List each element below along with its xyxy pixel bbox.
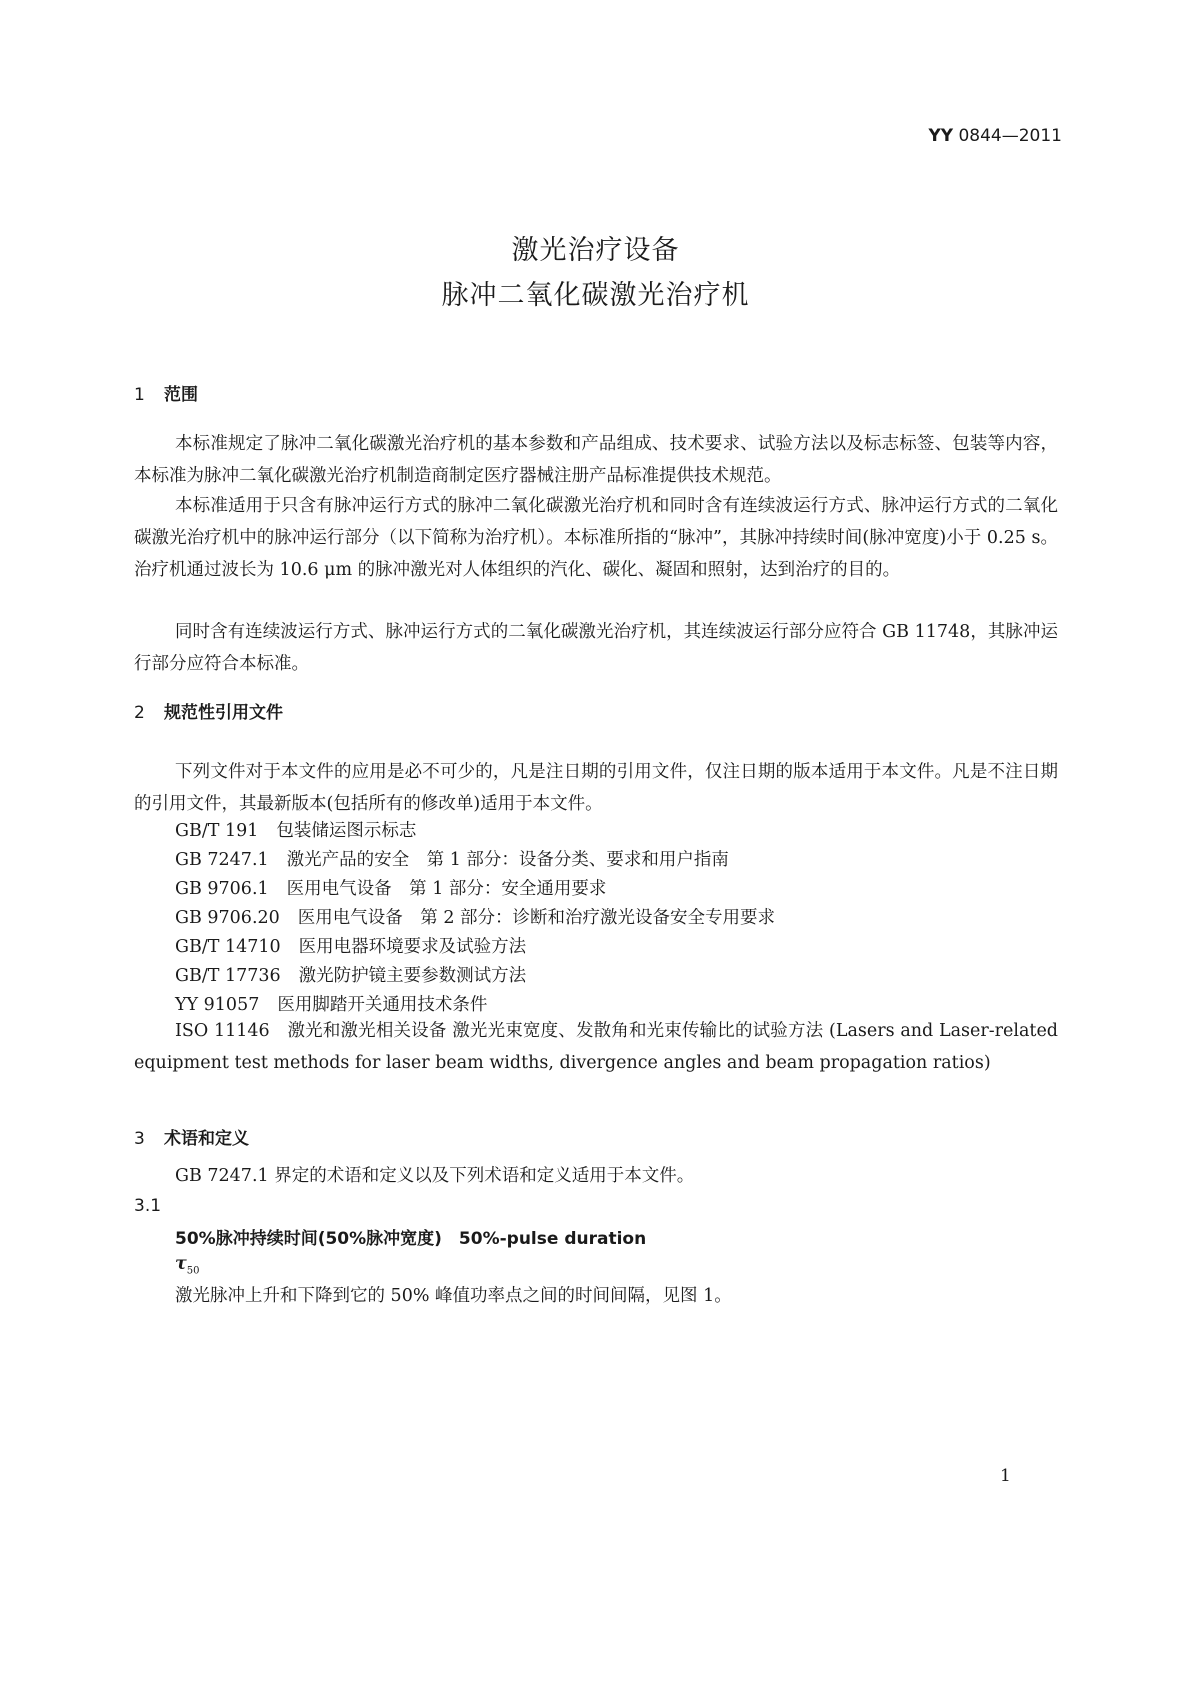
title-line-1: 激光治疗设备 (511, 235, 680, 266)
ref-item: GB/T 14710 医用电器环境要求及试验方法 (175, 937, 527, 957)
ref-item: GB 7247.1 激光产品的安全 第 1 部分：设备分类、要求和用户指南 (175, 850, 729, 870)
ref-item: YY 91057 医用脚踏开关通用技术条件 (175, 995, 488, 1015)
ref-item-iso: ISO 11146 激光和激光相关设备 激光光束宽度、发散角和光束传输比的试验方法 (Lasers and Laser-related equipment test methods for laser beam widths, divergence angles and beam propagation ratios) (134, 1021, 1058, 1073)
ref-item: GB 9706.1 医用电气设备 第 1 部分：安全通用要求 (175, 879, 607, 899)
refs-intro: 下列文件对于本文件的应用是必不可少的，凡是注日期的引用文件，仅注日期的版本适用于本文件。凡是不注日期的引用文件，其最新版本(包括所有的修改单)适用于本文件。 (134, 762, 1058, 814)
standard-code: 0844—2011 (958, 126, 1062, 146)
ref-item: GB/T 191 包装储运图示标志 (175, 821, 417, 841)
page-number: 1 (1000, 1466, 1011, 1486)
term-number: 3.1 (134, 1196, 162, 1216)
scope-paragraph-2: 本标准适用于只含有脉冲运行方式的脉冲二氧化碳激光治疗机和同时含有连续波运行方式、脉冲运行方式的二氧化碳激光治疗机中的脉冲运行部分（以下简称为治疗机）。本标准所指的“脉冲”，其脉冲持续时间(脉冲宽度)小于 0.25 s。治疗机通过波长为 10.6 μm 的脉冲激光对人体组织的汽化、碳化、凝固和照射，达到治疗的目的。 (134, 496, 1058, 580)
standard-number (928, 126, 1062, 146)
section-heading-2: 2 规范性引用文件 (134, 703, 283, 723)
standard-prefix: YY (928, 126, 954, 146)
term-symbol: $\tau_{50}$ (175, 1254, 200, 1277)
ref-item: GB/T 17736 激光防护镜主要参数测试方法 (175, 966, 527, 986)
section-heading-3: 3 术语和定义 (134, 1129, 249, 1149)
section-heading-1: 1 范围 (134, 385, 198, 405)
scope-paragraph-3: 同时含有连续波运行方式、脉冲运行方式的二氧化碳激光治疗机，其连续波运行部分应符合 GB 11748，其脉冲运行部分应符合本标准。 (134, 622, 1058, 674)
term-definition: 激光脉冲上升和下降到它的 50% 峰值功率点之间的时间间隔，见图 1。 (175, 1286, 732, 1306)
scope-paragraph-1: 本标准规定了脉冲二氧化碳激光治疗机的基本参数和产品组成、技术要求、试验方法以及标志标签、包装等内容，本标准为脉冲二氧化碳激光治疗机制造商制定医疗器械注册产品标准提供技术规范。 (134, 434, 1058, 486)
term-name: 50%脉冲持续时间(50%脉冲宽度) 50%-pulse duration (175, 1229, 647, 1249)
ref-item: GB 9706.20 医用电气设备 第 2 部分：诊断和治疗激光设备安全专用要求 (175, 908, 776, 928)
terms-intro: GB 7247.1 界定的术语和定义以及下列术语和定义适用于本文件。 (175, 1166, 695, 1186)
title-line-2: 脉冲二氧化碳激光治疗机 (441, 280, 750, 311)
